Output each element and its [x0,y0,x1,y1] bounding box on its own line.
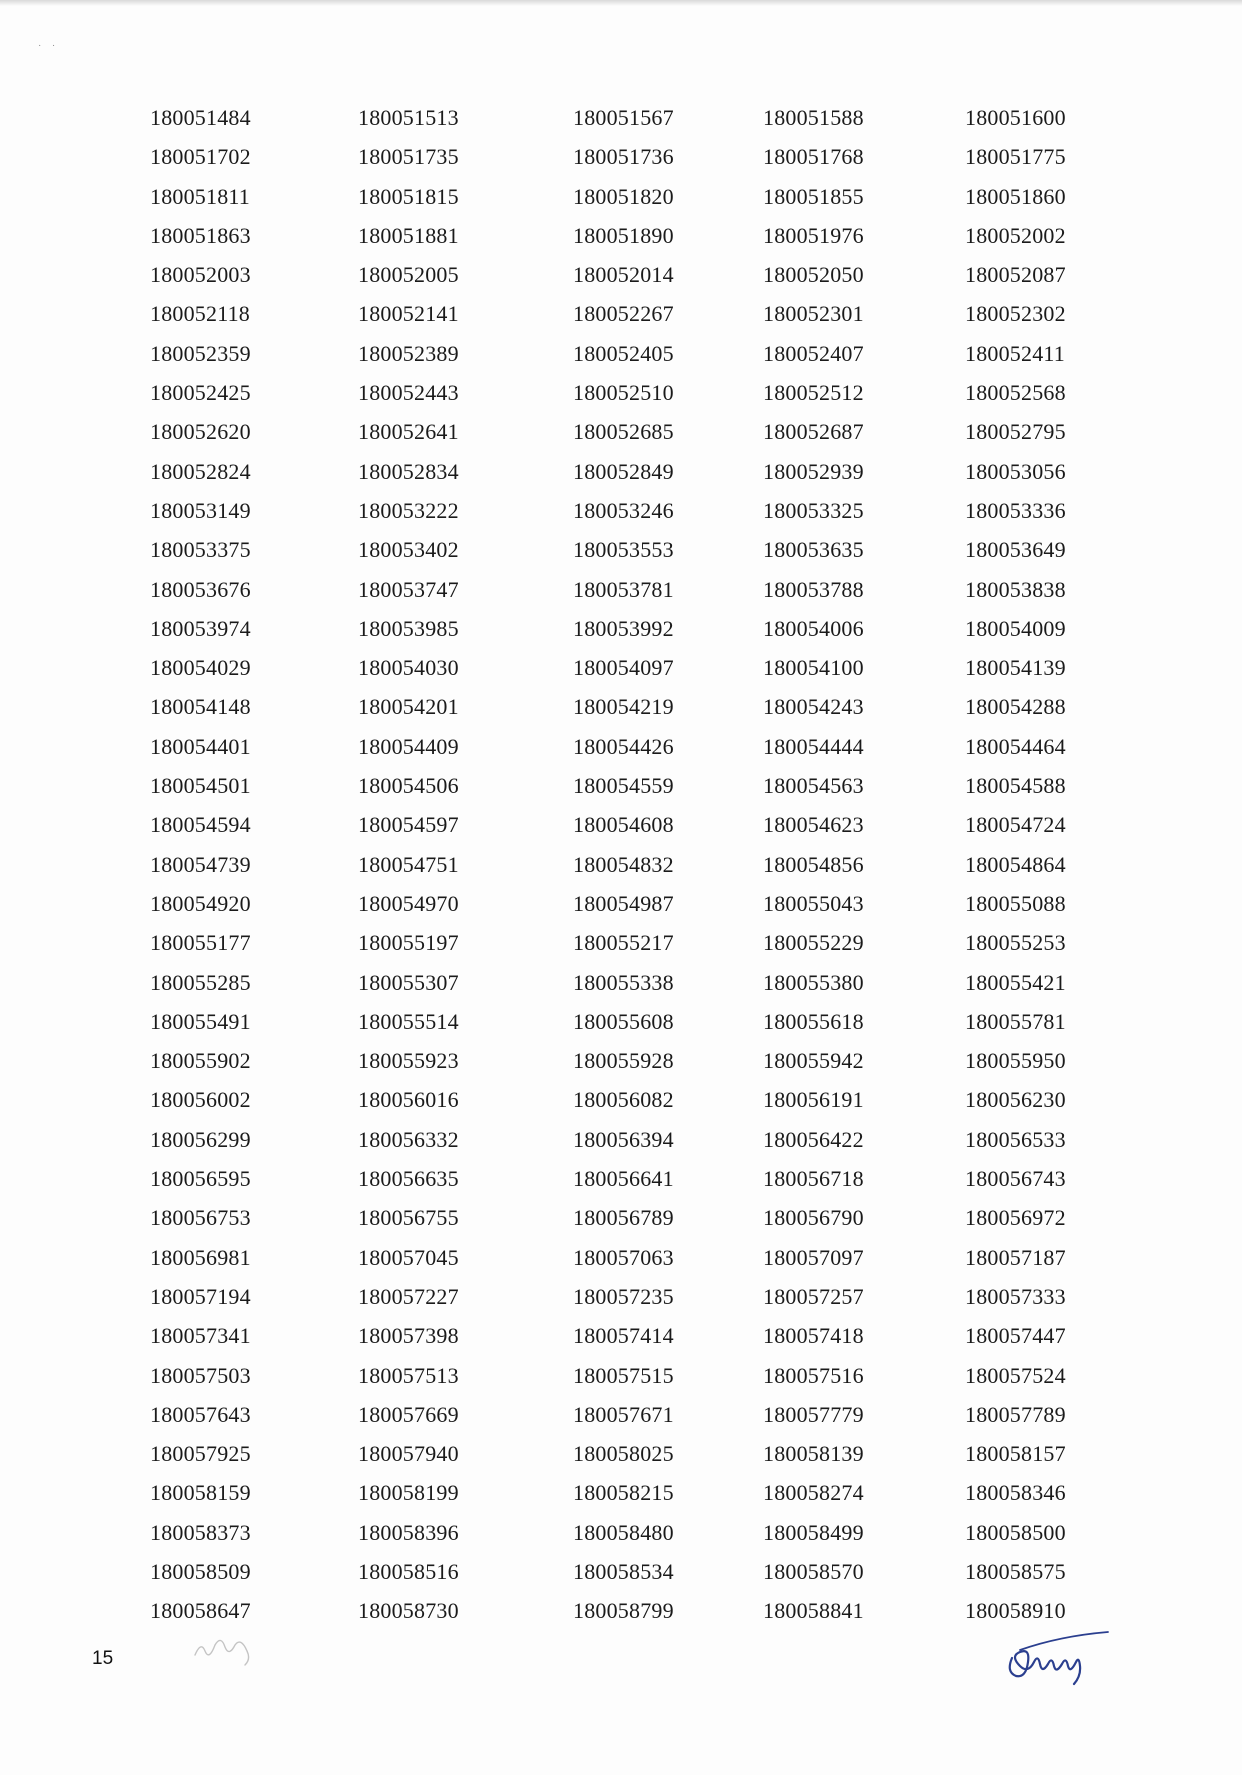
roll-number-cell: 180056755 [358,1205,459,1231]
roll-number-cell: 180051768 [763,144,864,170]
roll-number-cell: 180055229 [763,930,864,956]
roll-number-cell: 180057063 [573,1244,674,1270]
roll-number-cell: 180053402 [358,537,459,563]
signature [1000,1630,1110,1690]
roll-number-cell: 180053222 [358,497,459,523]
roll-number-cell: 180054506 [358,773,459,799]
roll-number-cell: 180053649 [965,537,1066,563]
roll-number-cell: 180052512 [763,380,864,406]
roll-number-cell: 180052267 [573,301,674,327]
roll-number-cell: 180051702 [150,144,251,170]
roll-number-cell: 180054623 [763,812,864,838]
roll-number-cell: 180052425 [150,380,251,406]
roll-number-cell: 180054987 [573,890,674,916]
roll-number-cell: 180058575 [965,1558,1066,1584]
roll-number-cell: 180054739 [150,851,251,877]
roll-number-cell: 180056790 [763,1205,864,1231]
roll-number-cell: 180052005 [358,262,459,288]
roll-number-cell: 180057671 [573,1401,674,1427]
roll-number-cell: 180055902 [150,1048,251,1074]
roll-number-cell: 180053635 [763,537,864,563]
roll-number-cell: 180052118 [150,301,250,327]
roll-number-cell: 180056394 [573,1126,674,1152]
roll-number-cell: 180052443 [358,380,459,406]
roll-number-cell: 180057235 [573,1283,674,1309]
roll-number-cell: 180054864 [965,851,1066,877]
roll-number-cell: 180052405 [573,340,674,366]
roll-number-cell: 180057515 [573,1362,674,1388]
roll-number-cell: 180055177 [150,930,251,956]
roll-number-cell: 180052411 [965,340,1065,366]
roll-number-cell: 180055253 [965,930,1066,956]
roll-number-cell: 180057669 [358,1401,459,1427]
roll-number-cell: 180056789 [573,1205,674,1231]
roll-number-cell: 180057503 [150,1362,251,1388]
roll-number-cell: 180054563 [763,773,864,799]
roll-number-cell: 180051855 [763,183,864,209]
roll-number-cell: 180057779 [763,1401,864,1427]
roll-number-cell: 180054219 [573,694,674,720]
roll-number-cell: 180052834 [358,458,459,484]
roll-number-cell: 180053974 [150,615,251,641]
roll-number-cell: 180053375 [150,537,251,563]
roll-number-cell: 180054501 [150,773,251,799]
roll-number-cell: 180052050 [763,262,864,288]
roll-number-cell: 180057414 [573,1323,674,1349]
roll-number-cell: 180054751 [358,851,459,877]
roll-number-cell: 180053149 [150,497,251,523]
roll-number-cell: 180052389 [358,340,459,366]
roll-number-cell: 180055421 [965,969,1066,995]
roll-number-cell: 180058647 [150,1598,251,1624]
roll-number-grid [150,98,1110,1631]
roll-number-cell: 180057333 [965,1283,1066,1309]
roll-number-cell: 180054597 [358,812,459,838]
roll-number-cell: 180051815 [358,183,459,209]
roll-number-cell: 180057516 [763,1362,864,1388]
roll-number-cell: 180054608 [573,812,674,838]
roll-number-cell: 180052510 [573,380,674,406]
roll-number-cell: 180056082 [573,1087,674,1113]
roll-number-cell: 180053992 [573,615,674,641]
roll-number-cell: 180058534 [573,1558,674,1584]
roll-number-cell: 180051890 [573,222,674,248]
roll-number-cell: 180052824 [150,458,251,484]
roll-number-cell: 180057194 [150,1283,251,1309]
roll-number-cell: 180051484 [150,105,251,130]
roll-number-cell: 180052795 [965,419,1066,445]
roll-number-cell: 180058841 [763,1598,864,1624]
roll-number-cell: 180058499 [763,1519,864,1545]
roll-number-cell: 180054139 [965,655,1066,681]
roll-number-cell: 180056641 [573,1166,674,1192]
roll-number-cell: 180058373 [150,1519,251,1545]
roll-number-cell: 180054201 [358,694,459,720]
roll-number-cell: 180054148 [150,694,251,720]
roll-number-cell: 180056230 [965,1087,1066,1113]
roll-number-cell: 180058509 [150,1558,251,1584]
roll-number-cell: 180056753 [150,1205,251,1231]
roll-number-cell: 180056533 [965,1126,1066,1152]
roll-number-cell: 180056981 [150,1244,251,1270]
roll-number-cell: 180054920 [150,890,251,916]
roll-number-cell: 180052002 [965,222,1066,248]
roll-number-cell: 180054409 [358,733,459,759]
page-number: 15 [92,1648,114,1669]
roll-number-cell: 180054444 [763,733,864,759]
roll-number-cell: 180052302 [965,301,1066,327]
roll-number-cell: 180055514 [358,1008,459,1034]
scan-edge [0,0,1242,6]
roll-number-cell: 180051881 [358,222,459,248]
roll-number-cell: 180056718 [763,1166,864,1192]
roll-number-cell: 180056016 [358,1087,459,1113]
roll-number-cell: 180054559 [573,773,674,799]
roll-number-cell: 180054100 [763,655,864,681]
roll-number-cell: 180055781 [965,1008,1066,1034]
roll-number-cell: 180055217 [573,930,674,956]
roll-number-cell: 180057643 [150,1401,251,1427]
roll-number-cell: 180052620 [150,419,251,445]
roll-number-cell: 180054832 [573,851,674,877]
roll-number-cell: 180056595 [150,1166,251,1192]
roll-number-cell: 180057097 [763,1244,864,1270]
faint-initials-mark [190,1625,290,1675]
roll-number-cell: 180053747 [358,576,459,602]
roll-number-cell: 180058139 [763,1441,864,1467]
roll-number-cell: 180052849 [573,458,674,484]
roll-number-cell: 180056299 [150,1126,251,1152]
roll-number-cell: 180054097 [573,655,674,681]
roll-number-cell: 180054030 [358,655,459,681]
roll-number-cell: 180052003 [150,262,251,288]
roll-number-cell: 180052407 [763,340,864,366]
roll-number-cell: 180053788 [763,576,864,602]
roll-number-cell: 180056422 [763,1126,864,1152]
roll-number-cell: 180055942 [763,1048,864,1074]
roll-number-cell: 180053553 [573,537,674,563]
roll-number-cell: 180053246 [573,497,674,523]
roll-number-cell: 180057940 [358,1441,459,1467]
roll-number-cell: 180055043 [763,890,864,916]
roll-number-cell: 180055307 [358,969,459,995]
roll-number-cell: 180057418 [763,1323,864,1349]
roll-number-cell: 180058396 [358,1519,459,1545]
roll-number-cell: 180058730 [358,1598,459,1624]
roll-number-cell: 180055618 [763,1008,864,1034]
roll-number-cell: 180055088 [965,890,1066,916]
roll-number-cell: 180053781 [573,576,674,602]
roll-number-cell: 180057524 [965,1362,1066,1388]
roll-number-cell: 180058274 [763,1480,864,1506]
roll-number-cell: 180053676 [150,576,251,602]
roll-number-cell: 180054288 [965,694,1066,720]
roll-number-cell: 180058910 [965,1598,1066,1624]
roll-number-cell: 180057341 [150,1323,251,1349]
roll-number-cell: 180054856 [763,851,864,877]
roll-number-cell: 180051600 [965,105,1066,130]
roll-number-cell: 180058480 [573,1519,674,1545]
roll-number-cell: 180055923 [358,1048,459,1074]
roll-number-cell: 180051775 [965,144,1066,170]
roll-number-cell: 180051976 [763,222,864,248]
roll-number-cell: 180051567 [573,105,674,130]
roll-number-cell: 180054426 [573,733,674,759]
roll-number-cell: 180054724 [965,812,1066,838]
roll-number-cell: 180054594 [150,812,251,838]
roll-number-cell: 180052939 [763,458,864,484]
roll-number-cell: 180051860 [965,183,1066,209]
roll-number-cell: 180055380 [763,969,864,995]
roll-number-cell: 180053336 [965,497,1066,523]
roll-number-cell: 180054243 [763,694,864,720]
roll-number-cell: 180057925 [150,1441,251,1467]
roll-number-cell: 180056635 [358,1166,459,1192]
roll-number-cell: 180058500 [965,1519,1066,1545]
roll-number-cell: 180052141 [358,301,459,327]
roll-number-cell: 180053838 [965,576,1066,602]
roll-number-cell: 180058570 [763,1558,864,1584]
roll-number-cell: 180055608 [573,1008,674,1034]
roll-number-cell: 180052359 [150,340,251,366]
roll-number-cell: 180055338 [573,969,674,995]
roll-number-cell: 180056972 [965,1205,1066,1231]
roll-number-cell: 180058799 [573,1598,674,1624]
roll-number-cell: 180054006 [763,615,864,641]
roll-number-cell: 180058025 [573,1441,674,1467]
roll-number-cell: 180051820 [573,183,674,209]
roll-number-cell: 180052568 [965,380,1066,406]
roll-number-cell: 180052685 [573,419,674,445]
roll-number-cell: 180057045 [358,1244,459,1270]
roll-number-cell: 180052301 [763,301,864,327]
roll-number-cell: 180055491 [150,1008,251,1034]
scan-specks: ˙ ˙ [38,44,60,55]
roll-number-cell: 180051735 [358,144,459,170]
roll-number-cell: 180058157 [965,1441,1066,1467]
roll-number-cell: 180056002 [150,1087,251,1113]
roll-number-cell: 180051811 [150,183,250,209]
roll-number-cell: 180054970 [358,890,459,916]
roll-number-cell: 180055928 [573,1048,674,1074]
roll-number-cell: 180057447 [965,1323,1066,1349]
roll-number-cell: 180057227 [358,1283,459,1309]
roll-number-cell: 180054009 [965,615,1066,641]
roll-number-cell: 180052687 [763,419,864,445]
roll-number-cell: 180057187 [965,1244,1066,1270]
roll-number-cell: 180056191 [763,1087,864,1113]
roll-number-cell: 180054401 [150,733,251,759]
roll-number-cell: 180051513 [358,105,459,130]
roll-number-cell: 180056743 [965,1166,1066,1192]
roll-number-cell: 180054464 [965,733,1066,759]
roll-number-cell: 180052087 [965,262,1066,288]
roll-number-cell: 180058199 [358,1480,459,1506]
roll-number-cell: 180057513 [358,1362,459,1388]
roll-number-cell: 180057257 [763,1283,864,1309]
roll-number-cell: 180054588 [965,773,1066,799]
roll-number-cell: 180052641 [358,419,459,445]
roll-number-cell: 180056332 [358,1126,459,1152]
roll-number-cell: 180057789 [965,1401,1066,1427]
roll-number-cell: 180055197 [358,930,459,956]
roll-number-cell: 180058516 [358,1558,459,1584]
roll-number-cell: 180052014 [573,262,674,288]
roll-number-cell: 180055285 [150,969,251,995]
roll-number-cell: 180053985 [358,615,459,641]
roll-number-cell: 180051588 [763,105,864,130]
roll-number-cell: 180053325 [763,497,864,523]
roll-number-cell: 180055950 [965,1048,1066,1074]
roll-number-cell: 180051736 [573,144,674,170]
roll-number-cell: 180058215 [573,1480,674,1506]
roll-number-cell: 180057398 [358,1323,459,1349]
roll-number-cell: 180053056 [965,458,1066,484]
roll-number-cell: 180051863 [150,222,251,248]
roll-number-cell: 180058159 [150,1480,251,1506]
roll-number-cell: 180058346 [965,1480,1066,1506]
roll-number-cell: 180054029 [150,655,251,681]
